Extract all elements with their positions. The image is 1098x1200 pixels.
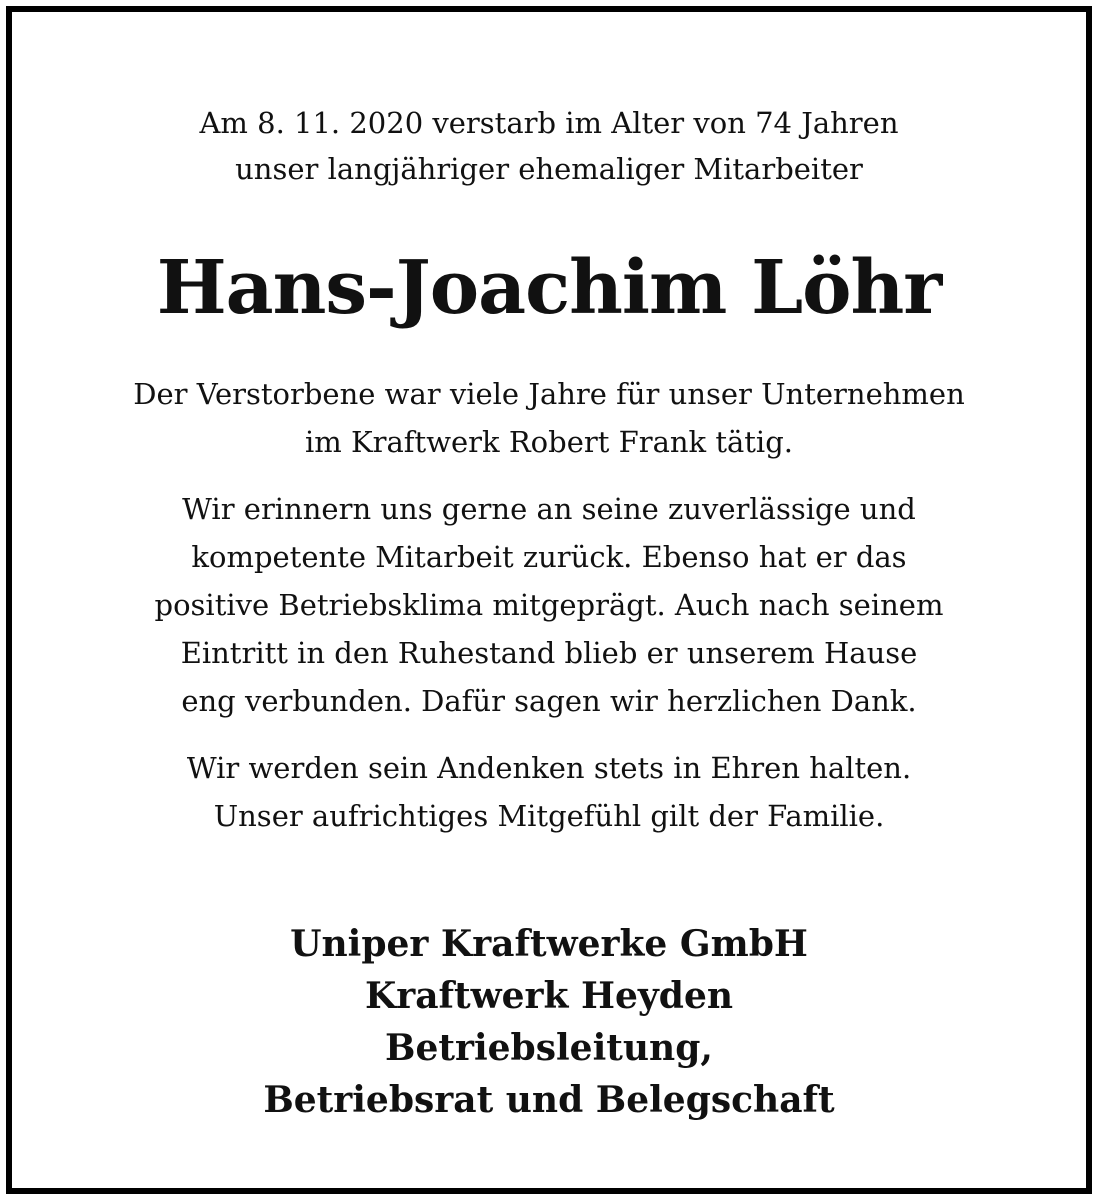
signature-line: Uniper Kraftwerke GmbH	[290, 923, 808, 965]
paragraph-remembrance	[12, 485, 1086, 725]
obituary-notice-content	[12, 12, 1086, 1188]
intro-line: Am 8. 11. 2020 verstarb im Alter von 74 Jahren	[199, 106, 899, 140]
signature-line: Betriebsleitung,	[385, 1027, 713, 1069]
paragraph-line: im Kraftwerk Robert Frank tätig.	[305, 425, 793, 459]
signature-block	[12, 918, 1086, 1126]
paragraph-line: positive Betriebsklima mitgeprägt. Auch nach seinem	[154, 588, 944, 622]
paragraph-line: kompetente Mitarbeit zurück. Ebenso hat er das	[191, 540, 907, 574]
intro-line: unser langjähriger ehemaliger Mitarbeiter	[235, 152, 863, 186]
paragraph-condolence	[12, 744, 1086, 840]
paragraph-line: Wir erinnern uns gerne an seine zuverlässige und	[182, 492, 916, 526]
deceased-name: Hans-Joachim Löhr	[156, 245, 942, 331]
paragraph-line: Der Verstorbene war viele Jahre für unser Unternehmen	[133, 377, 965, 411]
paragraph-line: eng verbunden. Dafür sagen wir herzlichen Dank.	[181, 684, 917, 718]
paragraph-employment	[12, 370, 1086, 466]
intro-text	[12, 100, 1086, 192]
paragraph-line: Unser aufrichtiges Mitgefühl gilt der Familie.	[213, 799, 885, 833]
signature-line: Betriebsrat und Belegschaft	[263, 1079, 835, 1121]
paragraph-line: Wir werden sein Andenken stets in Ehren halten.	[186, 751, 912, 785]
paragraph-line: Eintritt in den Ruhestand blieb er unserem Hause	[180, 636, 918, 670]
signature-line: Kraftwerk Heyden	[364, 975, 734, 1017]
obituary-notice-frame	[6, 6, 1092, 1194]
